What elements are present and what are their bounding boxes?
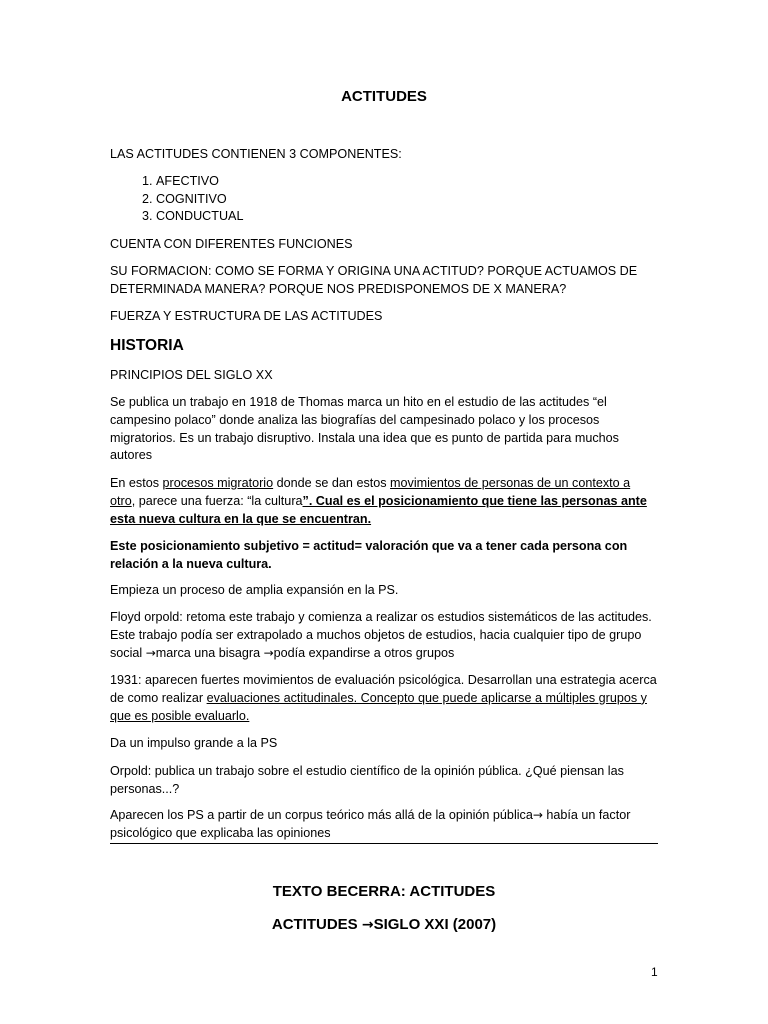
section-subtitle-2 xyxy=(110,916,658,935)
text-span: había un factor psicológico que explicaba las opiniones xyxy=(110,808,631,840)
underlined-text: movimientos de personas de un contexto a otro xyxy=(110,476,631,508)
floyd-paragraph xyxy=(110,609,658,662)
text-span: Aparecen los PS a partir de un corpus teórico más allá de la opinión pública xyxy=(110,808,533,822)
historia-heading: HISTORIA xyxy=(110,337,184,354)
impulso-paragraph: Da un impulso grande a la PS xyxy=(110,736,278,750)
text-span: , parece una fuerza: “la cultura xyxy=(131,493,303,508)
text-span: SIGLO XXI (2007) xyxy=(373,916,497,933)
horizontal-rule xyxy=(110,843,658,844)
text-span: ACTITUDES xyxy=(271,916,362,933)
posicionamiento-paragraph: Este posicionamiento subjetivo = actitud= valoración que va a tener cada persona con relación a la nueva cultura. xyxy=(110,539,628,571)
intro-paragraph: LAS ACTITUDES CONTIENEN 3 COMPONENTES: xyxy=(110,147,402,161)
arrow-right-icon: → xyxy=(532,808,543,822)
expansion-paragraph: Empieza un proceso de amplia expansión en la PS. xyxy=(110,583,399,597)
text-span: donde se dan estos xyxy=(273,476,391,490)
arrow-right-icon: → xyxy=(145,645,156,660)
text-span: En estos xyxy=(110,476,163,490)
list-item: 2. COGNITIVO xyxy=(156,191,704,209)
arrow-right-icon: → xyxy=(361,917,374,933)
thomas-paragraph: Se publica un trabajo en 1918 de Thomas marca un hito en el estudio de las actitudes “el campesino polaco” donde analiza las biografías del campesinado polaco y los procesos migratorios. Es un trabajo disruptivo. Instala una idea que es punto de partida para muchos autores xyxy=(110,395,619,463)
text-span: Floyd orpold: retoma este trabajo y comienza a realizar os estudios sistemáticos de las actitudes. Este trabajo podía ser extrapolado a muchos objetos de estudios, hacia cualquier tipo de grupo social xyxy=(110,610,652,660)
formacion-paragraph: SU FORMACION: COMO SE FORMA Y ORIGINA UNA ACTITUD? PORQUE ACTUAMOS DE DETERMINADA MANERA? PORQUE NOS PREDISPONEMOS DE X MANERA? xyxy=(110,264,638,296)
list-item: 1. AFECTIVO xyxy=(156,173,704,191)
principios-paragraph: PRINCIPIOS DEL SIGLO XX xyxy=(110,368,273,382)
evaluacion-paragraph xyxy=(110,672,658,725)
arrow-right-icon: → xyxy=(263,645,274,660)
orpold-paragraph: Orpold: publica un trabajo sobre el estudio científico de la opinión pública. ¿Qué piensan las personas...? xyxy=(110,764,624,796)
underlined-bold-text: ”. Cual es el posicionamiento que tiene las personas ante esta nueva cultura en la que se encuentran. xyxy=(110,493,647,526)
funciones-paragraph: CUENTA CON DIFERENTES FUNCIONES xyxy=(110,237,353,251)
procesos-paragraph xyxy=(110,475,658,528)
text-span: podía expandirse a otros grupos xyxy=(273,645,455,660)
fuerza-paragraph: FUERZA Y ESTRUCTURA DE LAS ACTITUDES xyxy=(110,309,383,323)
list-item: 3. CONDUCTUAL xyxy=(156,208,704,226)
section-subtitle: TEXTO BECERRA: ACTITUDES xyxy=(272,883,496,900)
document-title: ACTITUDES xyxy=(341,88,427,105)
underlined-text: evaluaciones actitudinales. Concepto que puede aplicarse a múltiples grupos y que es posible evaluarlo. xyxy=(110,690,647,723)
underlined-text: procesos migratorio xyxy=(162,476,274,490)
text-span: marca una bisagra xyxy=(155,645,264,660)
text-span: 1931: aparecen fuertes movimientos de evaluación psicológica. Desarrollan una estrategia acerca de como realizar xyxy=(110,673,657,705)
aparecen-paragraph xyxy=(110,807,658,843)
components-list xyxy=(110,173,704,226)
page-number: 1 xyxy=(651,965,658,979)
